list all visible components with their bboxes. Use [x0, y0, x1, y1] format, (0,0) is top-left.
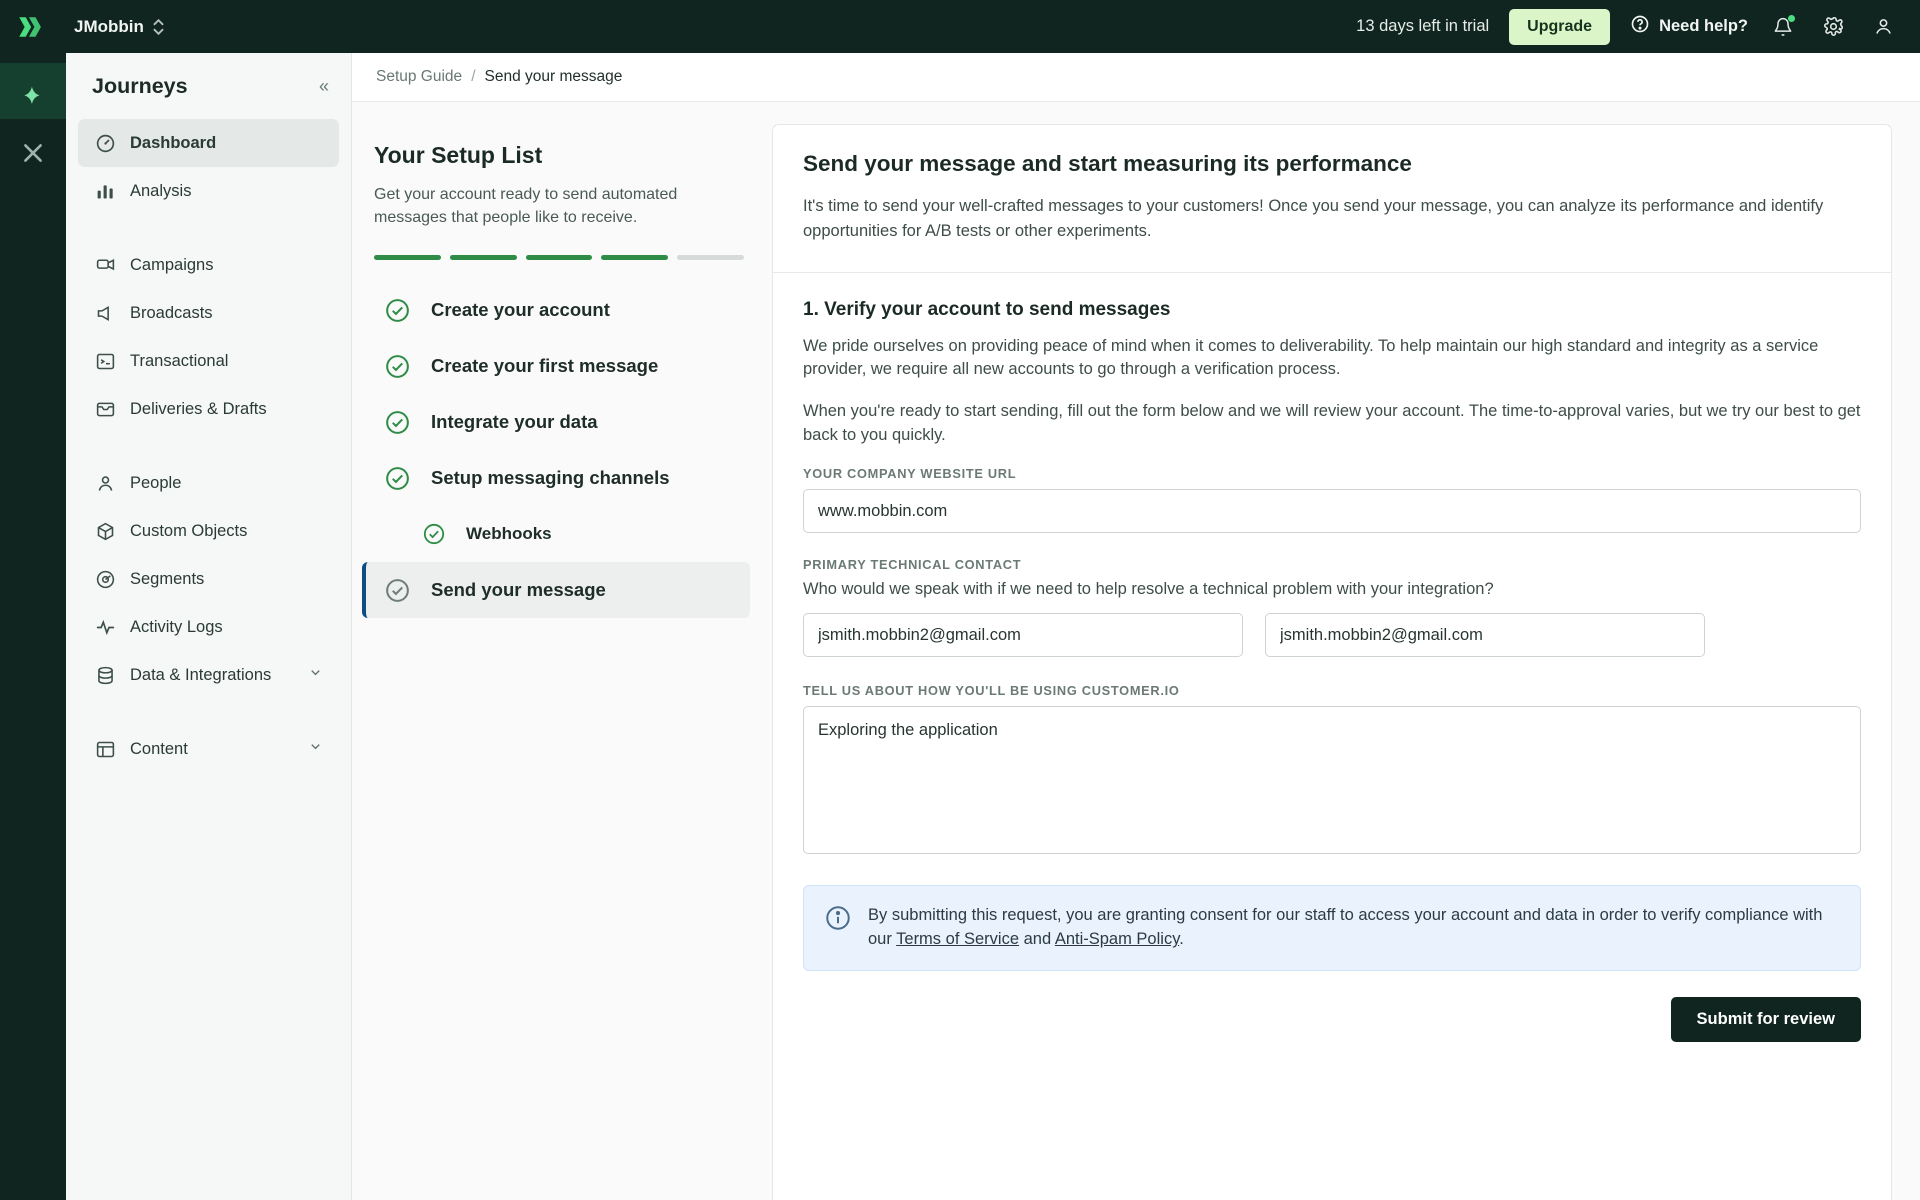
usage-field-block [803, 683, 1861, 859]
chevron-updown-icon [153, 19, 164, 35]
contact-field-block [803, 557, 1861, 657]
usage-field-label: TELL US ABOUT HOW YOU'LL BE USING CUSTOMER.IO [803, 683, 1180, 699]
sidebar-item-activity-logs[interactable] [78, 603, 339, 651]
setup-step-create-your-first-message[interactable] [362, 338, 750, 394]
setup-step-label: Setup messaging channels [431, 467, 670, 489]
anti-spam-policy-link[interactable]: Anti-Spam Policy [1054, 930, 1180, 949]
contact-inputs-row [803, 613, 1861, 657]
sidebar-item-campaigns[interactable] [78, 241, 339, 289]
website-url-input[interactable] [803, 489, 1861, 533]
submit-row [803, 997, 1861, 1042]
notifications-button[interactable] [1768, 12, 1798, 42]
section-paragraph-1: We pride ourselves on providing peace of mind when it comes to deliverability. To help maintain our high standard and integrity as a service provider, we require all new accounts to go through a verification process. [803, 336, 1819, 379]
people-icon [94, 472, 116, 494]
setup-step-create-your-account[interactable] [362, 282, 750, 338]
setup-step-label: Create your first message [431, 355, 659, 377]
activity-logs-icon [94, 616, 116, 638]
nav-divider [78, 699, 339, 725]
custom-objects-icon [94, 520, 116, 542]
sidebar-item-label: Campaigns [130, 255, 214, 274]
progress-segment [677, 255, 744, 260]
need-help-button[interactable] [1630, 14, 1748, 39]
progress-segment [526, 255, 593, 260]
website-field-block [803, 466, 1861, 533]
content-icon [94, 738, 116, 760]
help-circle-icon [1630, 14, 1650, 39]
check-circle-icon [384, 409, 411, 436]
nav-divider [78, 433, 339, 459]
sidebar-item-people[interactable] [78, 459, 339, 507]
transactional-icon [94, 350, 116, 372]
setup-progress-bar [374, 255, 744, 260]
setup-step-webhooks[interactable] [362, 506, 750, 562]
chevron-down-icon [308, 665, 323, 685]
top-bar [0, 0, 1920, 53]
user-avatar-button[interactable] [1868, 12, 1898, 42]
sidebar-item-segments[interactable] [78, 555, 339, 603]
usage-textarea[interactable] [803, 706, 1861, 854]
progress-segment [374, 255, 441, 260]
section-paragraph-2: When you're ready to start sending, fill out the form below and we will review your account. The time-to-approval varies, but we try our best to get back to you quickly. [803, 402, 1861, 445]
progress-segment [450, 255, 517, 260]
terms-of-service-link[interactable]: Terms of Service [896, 930, 1020, 949]
sidebar-nav [66, 119, 351, 773]
sidebar-item-data-integrations[interactable] [78, 651, 339, 699]
notice-mid: and [1019, 930, 1055, 949]
rail-item-data-pipelines[interactable] [0, 125, 66, 181]
panel-body [773, 273, 1891, 1043]
broadcasts-icon [94, 302, 116, 324]
workspace-switcher[interactable] [74, 17, 164, 37]
notice-suffix: . [1179, 930, 1184, 949]
workspace-name: JMobbin [74, 16, 144, 36]
sidebar-item-transactional[interactable] [78, 337, 339, 385]
data-integrations-icon [94, 664, 116, 686]
website-field-label: YOUR COMPANY WEBSITE URL [803, 466, 1017, 482]
consent-notice-text [868, 904, 1840, 952]
setup-step-send-your-message[interactable] [362, 562, 750, 618]
setup-step-label: Create your account [431, 299, 610, 321]
setup-step-label: Send your message [431, 579, 606, 601]
check-circle-icon [384, 353, 411, 380]
setup-step-integrate-your-data[interactable] [362, 394, 750, 450]
sidebar-header [66, 53, 351, 119]
setup-list-title: Your Setup List [374, 142, 543, 168]
trial-status: 13 days left in trial [1356, 17, 1490, 35]
top-bar-right [1356, 9, 1898, 45]
main-area [352, 53, 1920, 1200]
submit-for-review-button[interactable]: Submit for review [1671, 997, 1861, 1042]
sidebar-item-deliveries-drafts[interactable] [78, 385, 339, 433]
sidebar-item-label: Broadcasts [130, 303, 213, 322]
rail-item-journeys[interactable] [0, 63, 66, 119]
contact-email-input[interactable] [1265, 613, 1705, 657]
contact-help-text: Who would we speak with if we need to help resolve a technical problem with your integration? [803, 580, 1494, 599]
sidebar-item-label: Deliveries & Drafts [130, 399, 267, 418]
contact-field-label: PRIMARY TECHNICAL CONTACT [803, 557, 1022, 573]
breadcrumb [352, 53, 1920, 102]
analysis-icon [94, 180, 116, 202]
setup-step-label: Integrate your data [431, 411, 598, 433]
segments-icon [94, 568, 116, 590]
sidebar-item-custom-objects[interactable] [78, 507, 339, 555]
sidebar-item-label: Analysis [130, 181, 192, 200]
sidebar [66, 53, 352, 1200]
panel-title: Send your message and start measuring its performance [803, 151, 1412, 176]
info-circle-icon [824, 904, 852, 937]
deliveries-icon [94, 398, 116, 420]
sidebar-title: Journeys [92, 73, 188, 98]
sidebar-item-content[interactable] [78, 725, 339, 773]
need-help-label: Need help? [1659, 17, 1748, 35]
sidebar-item-label: Dashboard [130, 133, 217, 152]
sidebar-item-label: Custom Objects [130, 521, 248, 540]
setup-step-setup-messaging-channels[interactable] [362, 450, 750, 506]
setup-step-label: Webhooks [466, 524, 552, 544]
check-circle-icon [422, 522, 446, 546]
section-title: 1. Verify your account to send messages [803, 298, 1171, 320]
setup-list [352, 102, 756, 1200]
notice-prefix: By submitting this request, you are granting consent for our staff to access your account and data in order to verify compliance with our [868, 906, 1823, 949]
sidebar-item-label: People [130, 473, 182, 492]
notification-badge [1788, 15, 1795, 22]
check-circle-icon [384, 465, 411, 492]
sidebar-item-label: Activity Logs [130, 617, 223, 636]
contact-name-input[interactable] [803, 613, 1243, 657]
check-circle-icon [384, 577, 411, 604]
consent-notice [803, 885, 1861, 971]
chevron-down-icon [308, 739, 323, 759]
collapse-sidebar-button[interactable]: « [318, 76, 329, 96]
brand-logo-icon[interactable] [14, 12, 44, 42]
detail-panel-wrap [756, 102, 1920, 1200]
settings-gear-button[interactable] [1818, 12, 1848, 42]
detail-panel [772, 124, 1892, 1200]
sidebar-item-broadcasts[interactable] [78, 289, 339, 337]
breadcrumb-root[interactable]: Setup Guide [376, 68, 463, 85]
sidebar-item-label: Segments [130, 569, 205, 588]
sidebar-item-dashboard[interactable] [78, 119, 339, 167]
setup-list-description: Get your account ready to send automated messages that people like to receive. [374, 186, 678, 227]
check-circle-icon [384, 297, 411, 324]
dashboard-icon [94, 132, 116, 154]
nav-divider [78, 215, 339, 241]
breadcrumb-current: Send your message [484, 68, 623, 85]
campaigns-icon [94, 254, 116, 276]
panel-intro-text: It's time to send your well-crafted messages to your customers! Once you send your message, you can analyze its performance and identify opportunities for A/B tests or other experiments. [803, 197, 1824, 240]
sidebar-item-analysis[interactable] [78, 167, 339, 215]
sidebar-item-label: Data & Integrations [130, 665, 272, 684]
progress-segment [601, 255, 668, 260]
sidebar-item-label: Transactional [130, 351, 229, 370]
breadcrumb-separator: / [471, 68, 476, 85]
panel-header [773, 125, 1891, 273]
content-area [352, 102, 1920, 1200]
app-body [0, 53, 1920, 1200]
sidebar-item-label: Content [130, 739, 188, 758]
product-rail [0, 53, 66, 1200]
upgrade-button[interactable]: Upgrade [1509, 9, 1610, 45]
